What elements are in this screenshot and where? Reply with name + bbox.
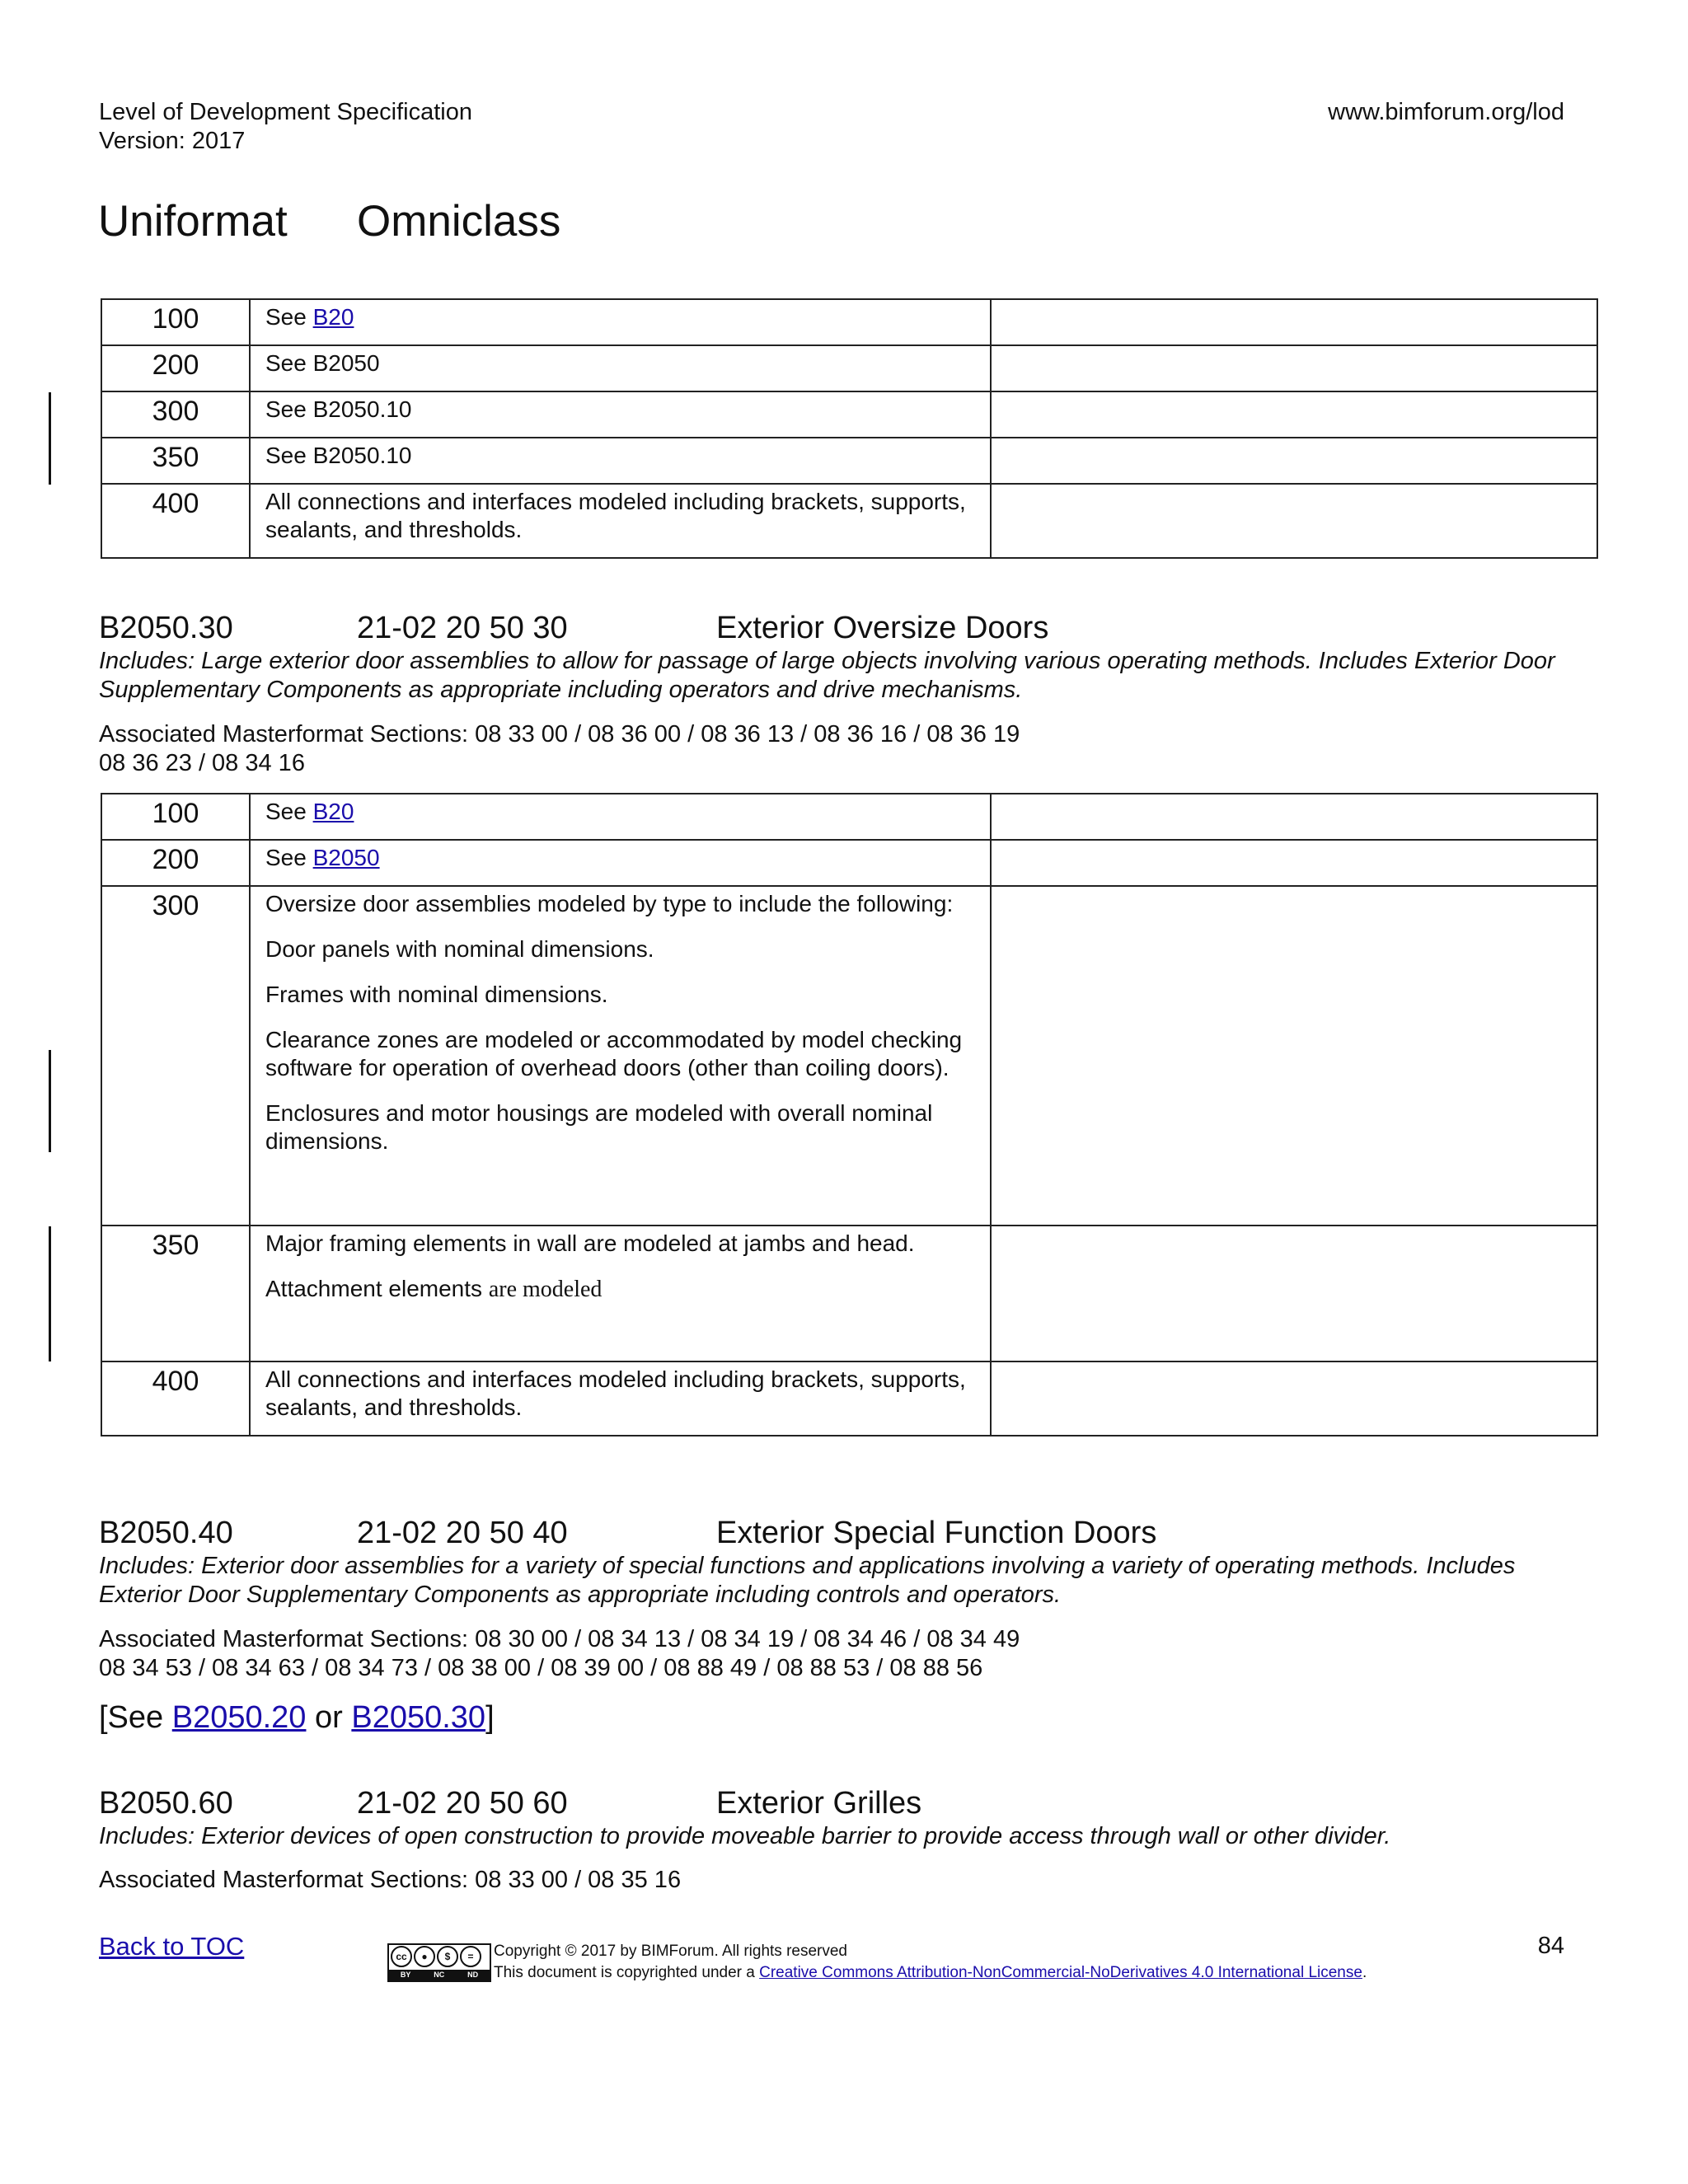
table-row: [101, 886, 1597, 1226]
lod-notes: [991, 1226, 1597, 1361]
lod-notes: [991, 345, 1597, 391]
table-row: [101, 484, 1597, 558]
masterformat-sections-cont: 08 36 23 / 08 34 16: [99, 750, 305, 776]
table-row: [101, 391, 1597, 438]
section-name: Exterior Grilles: [716, 1786, 922, 1821]
change-bar: [49, 1226, 51, 1361]
lod-level: 400: [101, 1361, 250, 1436]
lod-paragraph: Oversize door assemblies modeled by type to include the following:: [265, 891, 954, 916]
header-url: www.bimforum.org/lod: [1328, 99, 1564, 125]
table-row: [101, 438, 1597, 484]
lod-notes: [991, 794, 1597, 840]
lod-notes: [991, 391, 1597, 438]
lod-description: See B2050.10: [250, 438, 991, 484]
section-code: B2050.40: [99, 1516, 233, 1550]
lod-description: All connections and interfaces modeled including brackets, supports, sealants, and thresholds.: [250, 1361, 991, 1436]
lod-level: 200: [101, 840, 250, 886]
masterformat-sections: Associated Masterformat Sections: 08 30 00 / 08 34 13 / 08 34 19 / 08 34 46 / 08 34 49: [99, 1626, 1020, 1652]
lod-level: 400: [101, 484, 250, 558]
doc-version: Version: 2017: [99, 128, 246, 154]
section-includes: Includes: Exterior devices of open construction to provide moveable barrier to provide access through wall or other divider.: [99, 1823, 1391, 1849]
cc-license-badge-icon: cc ● $ = BY NC ND: [387, 1943, 491, 1982]
noncommercial-icon: $: [437, 1946, 458, 1967]
copyright-notice: Copyright © 2017 by BIMForum. All rights reserved: [494, 1943, 848, 1960]
b20-link[interactable]: B20: [312, 304, 354, 330]
table-row: [101, 1226, 1597, 1361]
attribution-icon: ●: [414, 1946, 435, 1967]
table-row: [101, 794, 1597, 840]
masterformat-sections-cont: 08 34 53 / 08 34 63 / 08 34 73 / 08 38 00 / 08 39 00 / 08 88 49 / 08 88 53 / 08 88 56: [99, 1655, 983, 1681]
page-number: 84: [1537, 1933, 1564, 1959]
lod-level: 100: [101, 794, 250, 840]
lod-level: 100: [101, 299, 250, 345]
lod-description: See B2050: [250, 840, 991, 886]
b2050-link[interactable]: B2050: [312, 845, 380, 870]
lod-level: 200: [101, 345, 250, 391]
license-link[interactable]: Creative Commons Attribution-NonCommercial-NoDerivatives 4.0 International License: [759, 1964, 1362, 1981]
lod-description: [250, 886, 991, 1226]
see-reference: [See B2050.20 or B2050.30]: [99, 1700, 495, 1735]
section-name: Exterior Special Function Doors: [716, 1516, 1157, 1550]
lod-description: All connections and interfaces modeled including brackets, supports, sealants, and thresholds.: [250, 484, 991, 558]
lod-description: See B2050: [250, 345, 991, 391]
lod-description: See B20: [250, 299, 991, 345]
b2050-30-link[interactable]: B2050.30: [351, 1700, 486, 1735]
lod-notes: [991, 840, 1597, 886]
lod-description: See B20: [250, 794, 991, 840]
table-row: [101, 345, 1597, 391]
lod-notes: [991, 299, 1597, 345]
lod-paragraph: Clearance zones are modeled or accommodated by model checking software for operation of overhead doors (other than coiling doors).: [265, 1027, 963, 1080]
lod-level: 350: [101, 1226, 250, 1361]
lod-paragraph: Enclosures and motor housings are modeled with overall nominal dimensions.: [265, 1100, 933, 1154]
masterformat-sections: Associated Masterformat Sections: 08 33 00 / 08 36 00 / 08 36 13 / 08 36 16 / 08 36 19: [99, 721, 1020, 748]
noderivatives-icon: =: [460, 1946, 481, 1967]
b2050-20-link[interactable]: B2050.20: [171, 1700, 307, 1735]
uniformat-heading: Uniformat: [98, 197, 288, 246]
cc-icon: cc: [391, 1946, 412, 1967]
change-bar: [49, 1050, 51, 1152]
section-omniclass: 21-02 20 50 30: [357, 611, 568, 645]
lod-table-b2050-20: [101, 298, 1598, 559]
section-omniclass: 21-02 20 50 40: [357, 1516, 568, 1550]
lod-notes: [991, 484, 1597, 558]
change-bar: [49, 392, 51, 485]
lod-level: 350: [101, 438, 250, 484]
lod-level: 300: [101, 886, 250, 1226]
lod-description: See B2050.10: [250, 391, 991, 438]
section-code: B2050.30: [99, 611, 233, 645]
lod-notes: [991, 886, 1597, 1226]
back-to-toc-link[interactable]: Back to TOC: [99, 1932, 245, 1961]
section-includes: Includes: Exterior door assemblies for a variety of special functions and applications involving a variety of operating methods. Includes Exterior Door Supplementary Components as appropriate including controls and operators.: [99, 1553, 1516, 1608]
lod-table-b2050-30: [101, 793, 1598, 1436]
section-includes: Includes: Large exterior door assemblies to allow for passage of large objects involving various operating methods. Includes Exterior Door Supplementary Components as appropriate including operators and drive mechanisms.: [99, 648, 1555, 703]
table-row: [101, 1361, 1597, 1436]
lod-paragraph: Frames with nominal dimensions.: [265, 982, 608, 1007]
lod-level: 300: [101, 391, 250, 438]
section-name: Exterior Oversize Doors: [716, 611, 1049, 645]
lod-paragraph: Door panels with nominal dimensions.: [265, 936, 654, 962]
table-row: [101, 299, 1597, 345]
omniclass-heading: Omniclass: [357, 197, 561, 246]
lod-notes: [991, 1361, 1597, 1436]
section-code: B2050.60: [99, 1786, 233, 1821]
doc-title: Level of Development Specification: [99, 99, 472, 125]
lod-paragraph: Attachment elements are modeled: [265, 1276, 603, 1302]
table-row: [101, 840, 1597, 886]
section-omniclass: 21-02 20 50 60: [357, 1786, 568, 1821]
license-notice: This document is copyrighted under a Creative Commons Attribution-NonCommercial-NoDerivatives 4.0 International License.: [494, 1964, 1367, 1981]
lod-paragraph: Major framing elements in wall are modeled at jambs and head.: [265, 1230, 915, 1256]
masterformat-sections: Associated Masterformat Sections: 08 33 00 / 08 35 16: [99, 1867, 682, 1893]
lod-description: [250, 1226, 991, 1361]
b20-link[interactable]: B20: [312, 799, 354, 824]
lod-notes: [991, 438, 1597, 484]
